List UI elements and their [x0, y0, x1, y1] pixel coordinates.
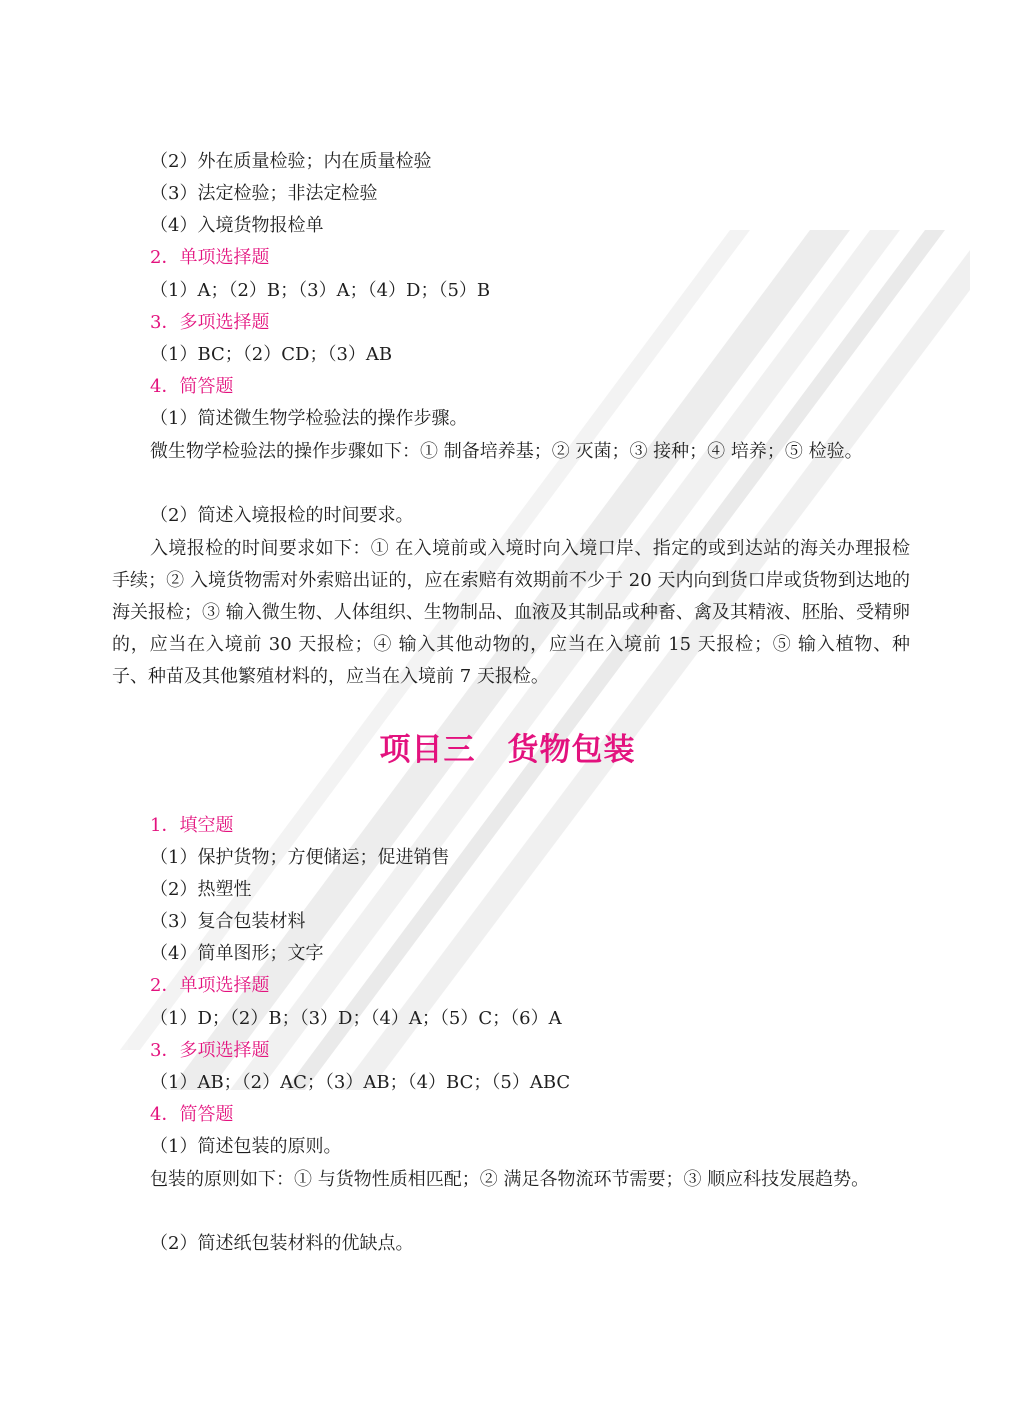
short-answer-heading: 4．简答题	[150, 376, 234, 397]
short-question-1: （1）简述包装的原则。	[150, 1136, 342, 1157]
fill-blank-heading: 1．填空题	[150, 815, 234, 836]
short-answer-heading: 4．简答题	[150, 1104, 234, 1125]
short-question-1: （1）简述微生物学检验法的操作步骤。	[150, 408, 468, 429]
short-answer-1: 包装的原则如下：① 与货物性质相匹配；② 满足各物流环节需要；③ 顺应科技发展趋势。	[150, 1169, 870, 1190]
fill-answer-3: （3）法定检验；非法定检验	[150, 183, 378, 204]
fill-answer-2: （2）外在质量检验；内在质量检验	[150, 151, 432, 172]
single-choice-answers: （1）A；（2）B；（3）A；（4）D；（5）B	[150, 280, 491, 301]
fill-answer-4: （4）入境货物报检单	[150, 215, 324, 236]
single-choice-heading: 2．单项选择题	[150, 975, 270, 996]
multi-choice-heading: 3．多项选择题	[150, 1040, 270, 1061]
multi-choice-answers: （1）AB；（2）AC；（3）AB；（4）BC；（5）ABC	[150, 1072, 571, 1093]
short-answer-2: 入境报检的时间要求如下：① 在入境前或入境时向入境口岸、指定的或到达站的海关办理报检手续；② 入境货物需对外索赔出证的，应在索赔有效期前不少于 20 天内向到货口岸或货物到达地的海关报检；③ 输入微生物、人体组织、生物制品、血液及其制品或种畜、禽及其精液、胚胎、受精卵的，应当在入境前 30 天报检；④ 输入其他动物的，应当在入境前 15 天报检；⑤ 输入植物、种子、种苗及其他繁殖材料的，应当在入境前 7 天报检。	[112, 538, 910, 687]
single-choice-heading: 2．单项选择题	[150, 247, 270, 268]
short-question-2: （2）简述纸包装材料的优缺点。	[150, 1233, 414, 1254]
multi-choice-answers: （1）BC；（2）CD；（3）AB	[150, 344, 393, 365]
fill-answer-1: （1）保护货物；方便储运；促进销售	[150, 847, 450, 868]
fill-answer-2: （2）热塑性	[150, 879, 252, 900]
section-title: 项目三 货物包装	[379, 732, 636, 768]
fill-answer-3: （3）复合包装材料	[150, 911, 306, 932]
fill-answer-4: （4）简单图形；文字	[150, 943, 324, 964]
single-choice-answers: （1）D；（2）B；（3）D；（4）A；（5）C；（6）A	[150, 1008, 562, 1029]
short-question-2: （2）简述入境报检的时间要求。	[150, 505, 414, 526]
short-answer-1: 微生物学检验法的操作步骤如下：① 制备培养基；② 灭菌；③ 接种；④ 培养；⑤ 检验。	[150, 441, 863, 462]
multi-choice-heading: 3．多项选择题	[150, 312, 270, 333]
